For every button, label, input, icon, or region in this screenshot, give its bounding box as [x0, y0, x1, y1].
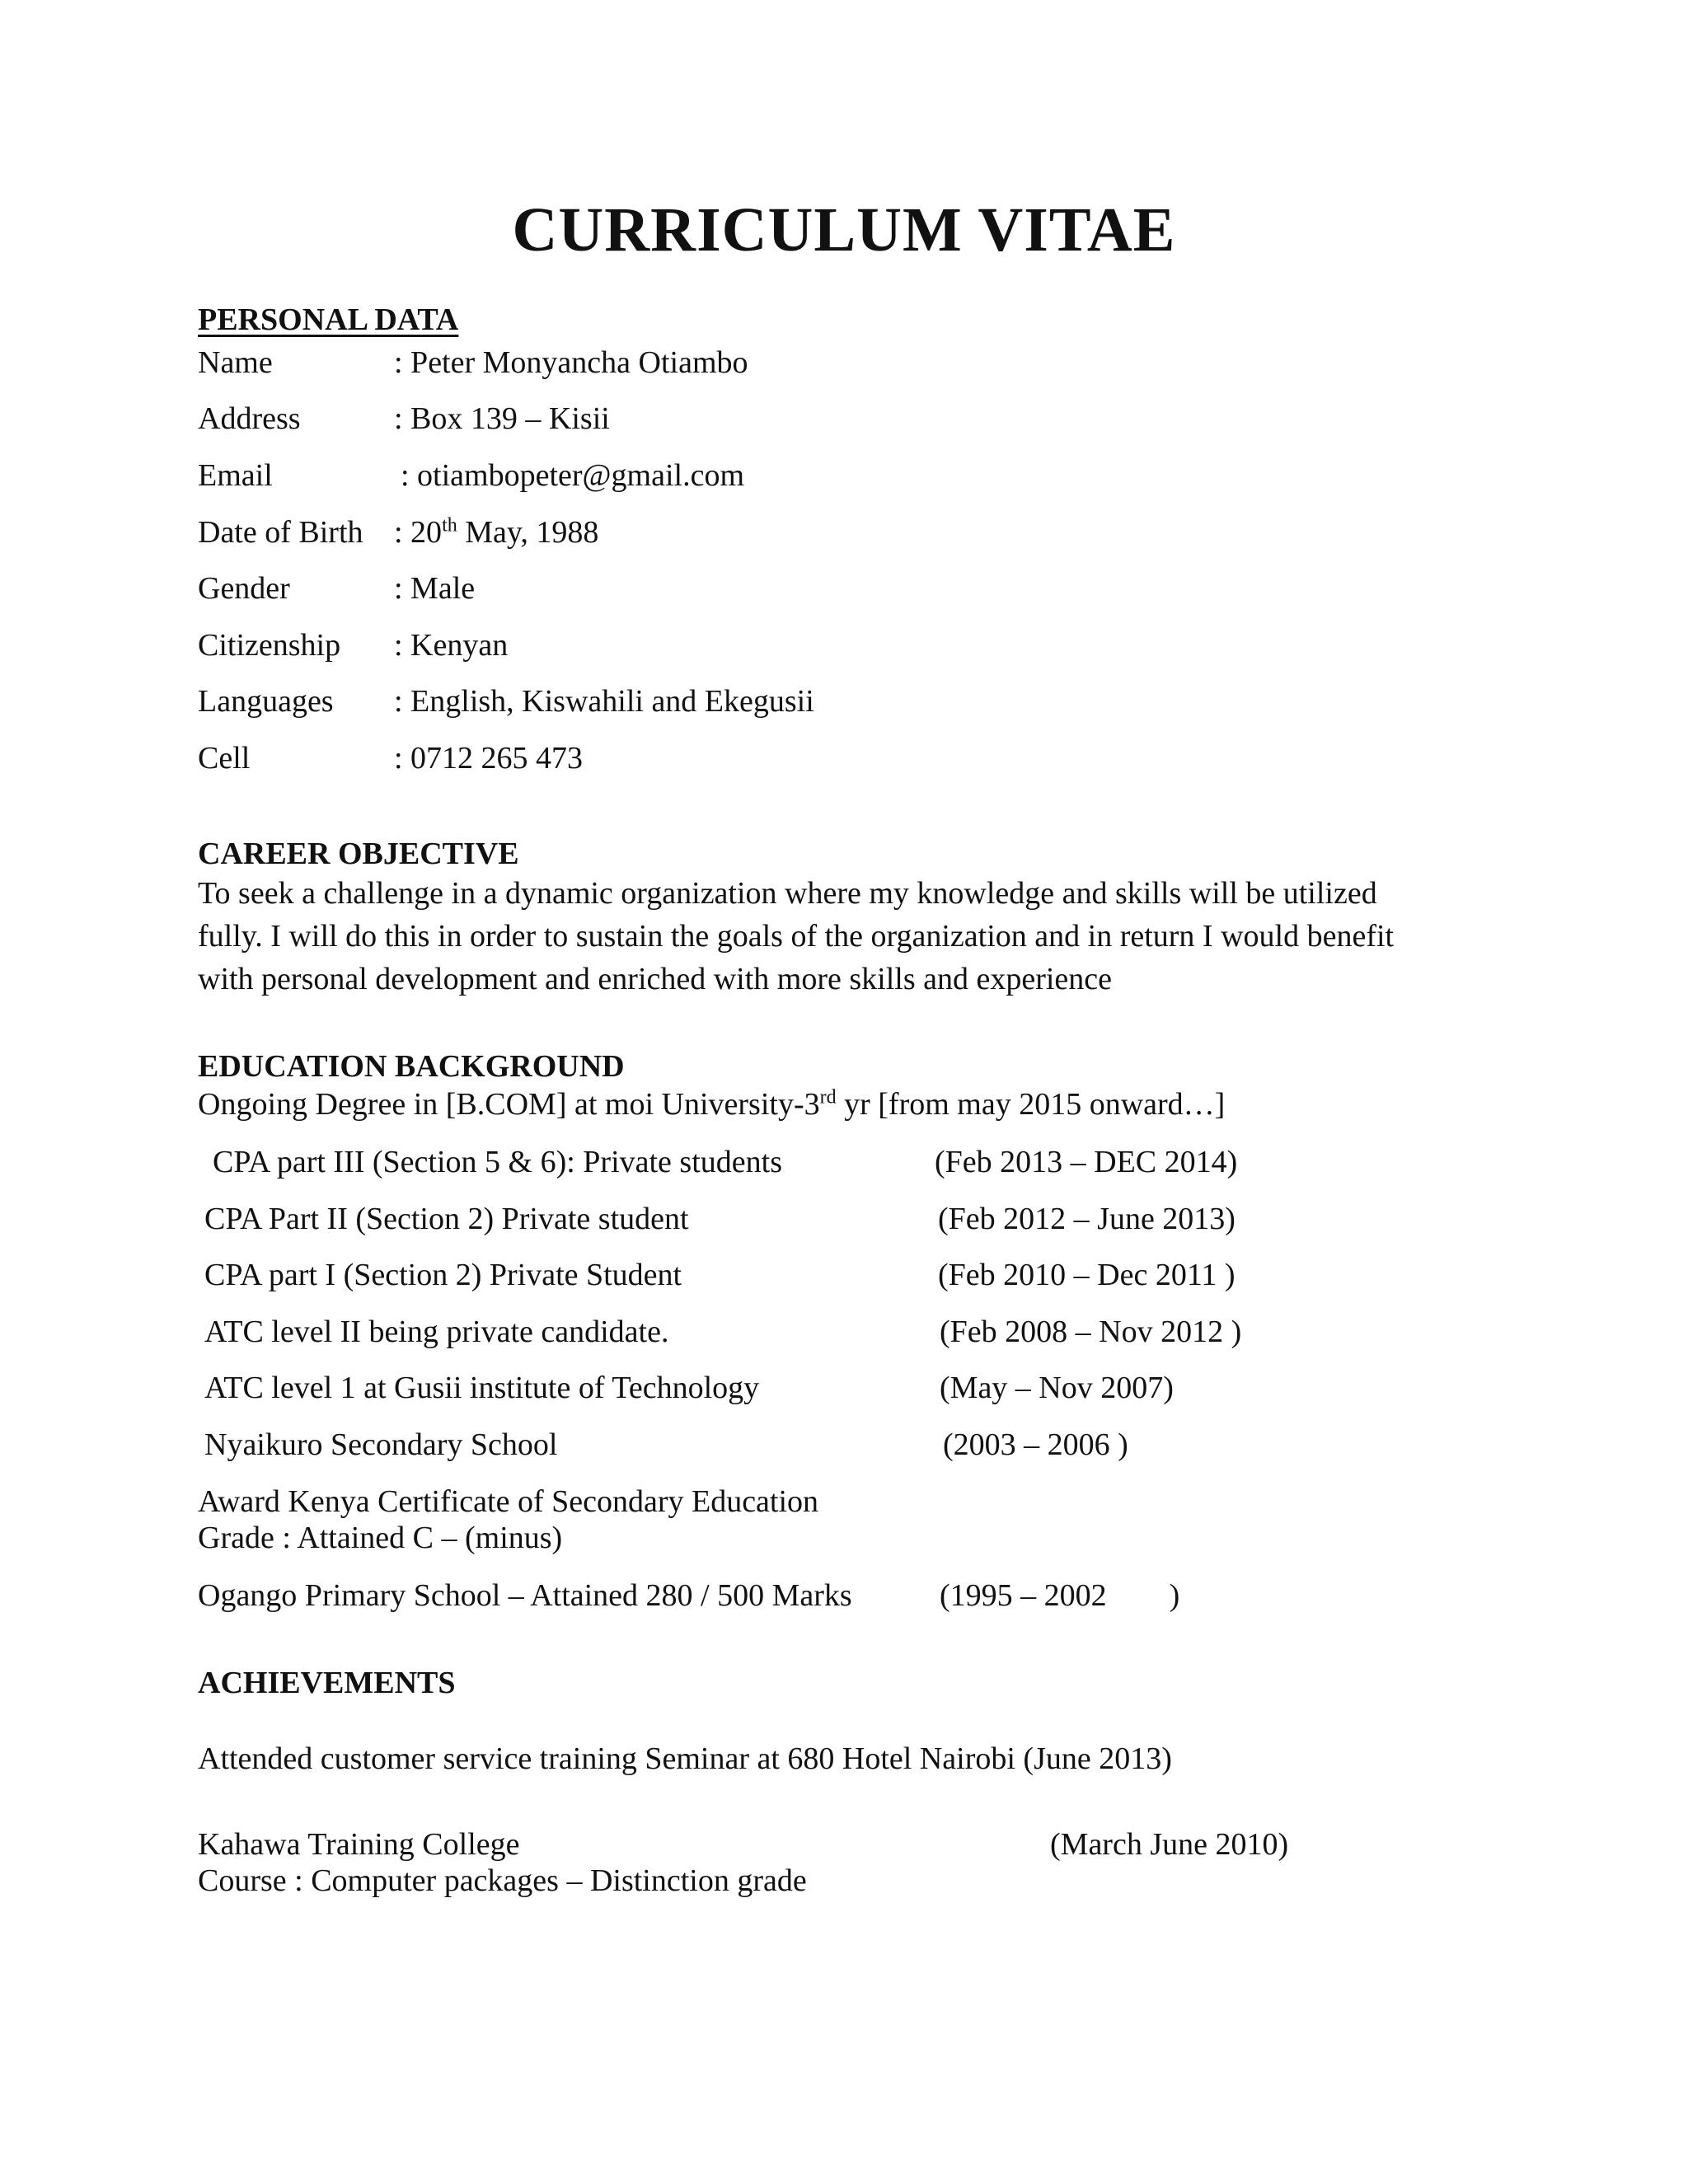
- education-item: CPA part I (Section 2) Private Student: [204, 1258, 682, 1292]
- field-value: : Kenyan: [394, 628, 509, 663]
- education-primary-date: (1995 – 2002 ): [940, 1578, 1180, 1613]
- field-label: Cell: [198, 741, 251, 776]
- personal-data-heading: PERSONAL DATA: [198, 302, 459, 337]
- education-item: CPA Part II (Section 2) Private student: [204, 1202, 689, 1236]
- paragraph-line: To seek a challenge in a dynamic organization where my knowledge and skills will be utilized: [198, 876, 1377, 911]
- achievement-college-date: (March June 2010): [1050, 1827, 1289, 1862]
- education-item: ATC level II being private candidate.: [204, 1315, 669, 1349]
- achievement-seminar: Attended customer service training Seminar at 680 Hotel Nairobi (June 2013): [198, 1741, 1172, 1776]
- document-title: CURRICULUM VITAE: [512, 195, 1176, 265]
- field-value-sup: th: [442, 514, 457, 537]
- education-item-date: (Feb 2008 – Nov 2012 ): [940, 1315, 1242, 1349]
- education-heading: EDUCATION BACKGROUND: [198, 1049, 625, 1084]
- field-label: Address: [198, 401, 301, 436]
- field-value-pre: : 20: [394, 515, 443, 550]
- career-objective-text: [198, 872, 1451, 1001]
- achievement-college: Kahawa Training College: [198, 1827, 520, 1862]
- paragraph-line: fully. I will do this in order to sustain the goals of the organization and in return I would benefit: [198, 919, 1395, 954]
- field-label: Citizenship: [198, 628, 341, 663]
- degree-sup: rd: [819, 1086, 837, 1108]
- field-value: : Box 139 – Kisii: [394, 401, 610, 436]
- field-label: Email: [198, 458, 273, 493]
- education-primary: Ogango Primary School – Attained 280 / 500 Marks: [198, 1578, 852, 1613]
- field-value: : 0712 265 473: [394, 741, 584, 776]
- paragraph-line: with personal development and enriched with more skills and experience: [198, 962, 1113, 996]
- education-grade: Grade : Attained C – (minus): [198, 1521, 563, 1555]
- education-award: Award Kenya Certificate of Secondary Education: [198, 1484, 819, 1519]
- personal-row-address: [198, 401, 610, 437]
- field-label: Languages: [198, 684, 334, 719]
- education-item: CPA part III (Section 5 & 6): Private students: [213, 1145, 782, 1179]
- education-item-date: (May – Nov 2007): [940, 1371, 1174, 1405]
- achievement-course: Course : Computer packages – Distinction grade: [198, 1863, 807, 1898]
- field-label: Date of Birth: [198, 515, 363, 550]
- achievements-heading: ACHIEVEMENTS: [198, 1666, 456, 1700]
- field-value: : otiambopeter@gmail.com: [401, 458, 744, 493]
- personal-row-citizenship: [198, 627, 508, 663]
- field-value: : Peter Monyancha Otiambo: [394, 345, 748, 380]
- personal-row-email: [198, 457, 744, 494]
- personal-row-cell: [198, 740, 583, 776]
- field-label: Gender: [198, 571, 290, 606]
- education-degree: [198, 1086, 1225, 1122]
- degree-text: Ongoing Degree in [B.COM] at moi University-3: [198, 1087, 820, 1122]
- field-value: : English, Kiswahili and Ekegusii: [394, 684, 814, 719]
- personal-row-name: [198, 344, 748, 381]
- education-item: ATC level 1 at Gusii institute of Technology: [204, 1371, 760, 1405]
- personal-row-languages: [198, 683, 814, 719]
- education-item: Nyaikuro Secondary School: [204, 1427, 558, 1462]
- field-label: Name: [198, 345, 273, 380]
- field-value: : Male: [394, 571, 476, 606]
- degree-text-post: yr [from may 2015 onward…]: [836, 1087, 1226, 1122]
- career-objective-heading: CAREER OBJECTIVE: [198, 837, 519, 871]
- personal-row-dob: [198, 514, 598, 551]
- education-item-date: (Feb 2010 – Dec 2011 ): [938, 1258, 1236, 1292]
- personal-row-gender: [198, 570, 475, 607]
- field-value-post: May, 1988: [457, 515, 599, 550]
- education-item-date: (2003 – 2006 ): [943, 1427, 1128, 1462]
- education-item-date: (Feb 2013 – DEC 2014): [935, 1145, 1238, 1179]
- education-item-date: (Feb 2012 – June 2013): [938, 1202, 1236, 1236]
